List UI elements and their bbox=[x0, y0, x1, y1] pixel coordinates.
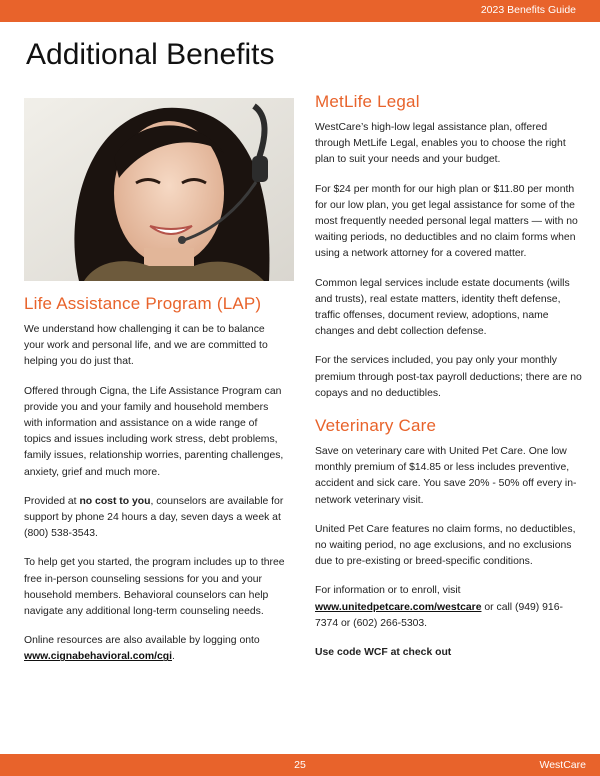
page-title: Additional Benefits bbox=[26, 38, 275, 71]
lap-paragraph-3 bbox=[24, 494, 286, 543]
lap-title: Life Assistance Program (LAP) bbox=[24, 294, 262, 313]
right-column bbox=[315, 92, 583, 674]
metlife-title: MetLife Legal bbox=[315, 92, 420, 111]
metlife-paragraph-2: For $24 per month for our high plan or $11.80 per month for our low plan, you get legal assistance for some of the most frequently needed personal legal matters — with no waiting periods, no deductibles and no claim forms when using a network attorney for a covered matter. bbox=[315, 183, 578, 260]
lap-paragraph-3-suffix: , counselors are available for support by phone 24 hours a day, seven days a week at (800) 538-3543. bbox=[24, 495, 284, 540]
lap-paragraph-3-prefix: Provided at bbox=[24, 495, 80, 507]
footer-bar bbox=[0, 754, 600, 776]
metlife-paragraph-3: Common legal services include estate documents (wills and trusts), real estate matters, identity theft defense, traffic offenses, document review, adoptions, name changes and debt collection defense. bbox=[315, 277, 570, 338]
lap-paragraph-5-prefix: Online resources are also available by logging onto bbox=[24, 635, 260, 647]
footer-brand: WestCare bbox=[539, 759, 586, 771]
cigna-link[interactable]: www.cignabehavioral.com/cgi bbox=[24, 651, 173, 663]
vet-promo-code: Use code WCF at check out bbox=[315, 647, 452, 659]
guide-title: 2023 Benefits Guide bbox=[480, 4, 576, 16]
vet-paragraph-3 bbox=[315, 583, 583, 632]
metlife-paragraph-1: WestCare’s high-low legal assistance plan, offered through MetLife Legal, enables you to choose the right plan to suit your needs and your budget. bbox=[315, 122, 566, 166]
unitedpetcare-link[interactable]: www.unitedpetcare.com/westcare bbox=[315, 601, 482, 613]
lap-paragraph-2: Offered through Cigna, the Life Assistance Program can provide you and your family and household members with information and assistance on a wide range of topics and issues including work stress, debt problems, family issues, relationship worries, parenting challenges, anxiety, grief and much more. bbox=[24, 385, 284, 478]
lap-paragraph-5 bbox=[24, 633, 286, 665]
metlife-paragraph-4: For the services included, you pay only your monthly premium through post-tax payroll deductions; there are no copays and no deductibles. bbox=[315, 355, 582, 399]
lap-paragraph-5-suffix: . bbox=[172, 651, 175, 663]
page-number: 25 bbox=[294, 759, 306, 771]
vet-paragraph-1: Save on veterinary care with United Pet Care. One low monthly premium of $14.85 or less includes preventive, accident and sick care. You save 20% - 50% off every in-network veterinary visit. bbox=[315, 446, 577, 506]
vet-paragraph-2: United Pet Care features no claim forms, no deductibles, no waiting period, no age exclusions, and no exclusions due to pre-existing or breed-specific conditions. bbox=[315, 523, 576, 568]
headset-support-photo bbox=[24, 98, 294, 281]
lap-section bbox=[24, 294, 286, 679]
vet-paragraph-3-suffix: or call (949) 916-7374 or (602) 266-5303. bbox=[315, 601, 563, 629]
header-bar bbox=[0, 0, 600, 22]
vet-title: Veterinary Care bbox=[315, 416, 437, 436]
vet-paragraph-3-prefix: For information or to enroll, visit bbox=[315, 585, 461, 597]
lap-paragraph-4: To help get you started, the program includes up to three free in-person counseling sessions for you and your household members. Behavioral counselors can help navigate any additional long-term counseling needs. bbox=[24, 557, 285, 618]
lap-no-cost-text: no cost to you bbox=[79, 495, 151, 507]
lap-paragraph-1: We understand how challenging it can be to balance your work and personal life, and we are committed to helping you do just that. bbox=[24, 324, 268, 368]
